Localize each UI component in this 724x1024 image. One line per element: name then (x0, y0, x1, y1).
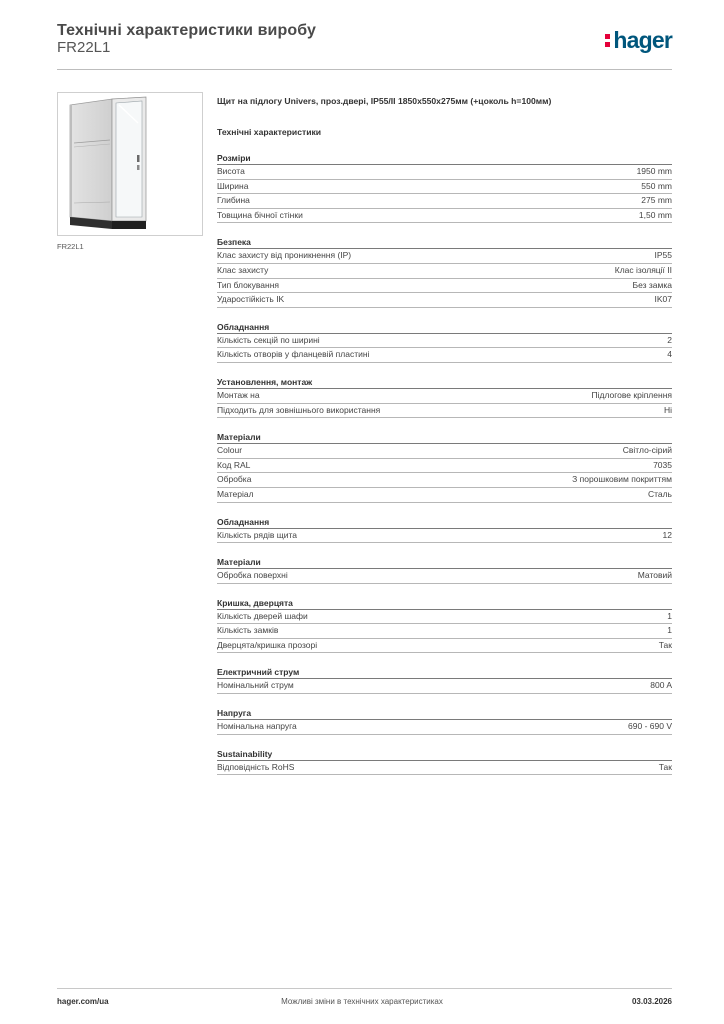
spec-label: Товщина бічної стінки (217, 209, 303, 220)
logo-text: hager (613, 27, 672, 53)
spec-row (217, 761, 672, 776)
spec-row (217, 180, 672, 195)
spec-row (217, 404, 672, 419)
section-title: Безпека (217, 236, 672, 249)
section-title: Електричний струм (217, 666, 672, 679)
spec-row (217, 293, 672, 308)
spec-label: Обробка поверхні (217, 570, 288, 581)
spec-value: 12 (662, 529, 672, 540)
spec-value: 7035 (653, 459, 672, 470)
spec-label: Монтаж на (217, 389, 260, 400)
specification-panel (217, 95, 672, 775)
spec-value: З порошковим покриттям (572, 474, 672, 485)
spec-row (217, 529, 672, 544)
spec-value: 1,50 mm (638, 209, 672, 220)
section-title: Розміри (217, 152, 672, 165)
spec-label: Код RAL (217, 459, 251, 470)
spec-value: 1 (667, 625, 672, 636)
spec-value: Підлогове кріплення (591, 389, 672, 400)
spec-label: Висота (217, 166, 245, 176)
spec-value: 1950 mm (636, 166, 672, 176)
spec-value: Матовий (637, 570, 672, 581)
spec-label: Матеріал (217, 488, 254, 499)
product-description: Щит на підлогу Univers, проз.двері, IP55/II 1850x550x275мм (+цоколь h=100мм) (217, 96, 552, 106)
spec-row (217, 569, 672, 584)
spec-value: 1 (667, 610, 672, 621)
spec-value: 275 mm (641, 195, 672, 206)
section-title: Матеріали (217, 556, 672, 569)
page-title: Технічні характеристики виробу (57, 22, 316, 39)
spec-value: Ні (663, 404, 672, 415)
spec-value: 800 A (650, 680, 672, 691)
spec-row (217, 389, 672, 404)
spec-label: Обробка (217, 474, 252, 485)
spec-row (217, 249, 672, 264)
spec-row (217, 348, 672, 363)
spec-label: Глибина (217, 195, 250, 206)
spec-row (217, 459, 672, 474)
spec-row (217, 334, 672, 349)
spec-value: Клас ізоляції II (614, 264, 672, 275)
header-divider (57, 69, 672, 70)
spec-label: Colour (217, 445, 243, 456)
footer-website: hager.com/ua (57, 997, 109, 1006)
spec-value: IK07 (654, 294, 672, 305)
spec-label: Ширина (217, 180, 249, 191)
spec-value: Світло-сірий (622, 445, 672, 456)
section-title: Кришка, дверцята (217, 597, 672, 610)
spec-heading: Технічні характеристики (217, 127, 322, 137)
spec-label: Номінальна напруга (217, 721, 297, 732)
hager-logo (604, 27, 672, 54)
spec-value: Сталь (647, 488, 672, 499)
spec-label: Кількість рядів щита (217, 529, 297, 540)
spec-value: Так (658, 639, 672, 650)
spec-value: 4 (667, 349, 672, 360)
spec-label: Кількість отворів у фланцевій пластині (217, 349, 370, 360)
spec-label: Ударостійкість IK (217, 294, 285, 305)
spec-label: Клас захисту (217, 264, 269, 275)
section-title: Обладнання (217, 516, 672, 529)
spec-row (217, 264, 672, 279)
spec-label: Кількість секцій по ширині (217, 334, 320, 345)
spec-label: Дверцята/кришка прозорі (217, 639, 318, 650)
spec-value: Так (658, 761, 672, 772)
spec-row (217, 679, 672, 694)
spec-row (217, 473, 672, 488)
section-title: Напруга (217, 707, 672, 720)
spec-sections (217, 152, 672, 775)
spec-row (217, 624, 672, 639)
enclosure-illustration (58, 93, 202, 235)
spec-label: Кількість замків (217, 625, 279, 636)
logo-dots-icon (604, 30, 612, 50)
spec-row (217, 165, 672, 180)
spec-label: Кількість дверей шафи (217, 610, 308, 621)
spec-row (217, 639, 672, 654)
product-code: FR22L1 (57, 39, 111, 56)
spec-row (217, 444, 672, 459)
spec-label: Відповідність RoHS (217, 761, 295, 772)
spec-row (217, 720, 672, 735)
spec-value: 550 mm (641, 180, 672, 191)
spec-row (217, 488, 672, 503)
section-title: Sustainability (217, 748, 672, 761)
footer-divider (57, 988, 672, 989)
spec-value: IP55 (654, 250, 672, 261)
spec-row (217, 209, 672, 224)
spec-row (217, 610, 672, 625)
spec-value: 2 (667, 334, 672, 345)
spec-label: Підходить для зовнішнього використання (217, 404, 381, 415)
spec-label: Клас захисту від проникнення (IP) (217, 250, 352, 261)
product-image (57, 92, 203, 236)
spec-row (217, 194, 672, 209)
section-title: Обладнання (217, 321, 672, 334)
image-caption: FR22L1 (57, 242, 84, 251)
spec-value: Без замка (632, 279, 672, 290)
section-title: Установлення, монтаж (217, 376, 672, 389)
section-title: Матеріали (217, 431, 672, 444)
spec-row (217, 279, 672, 294)
spec-label: Номінальний струм (217, 680, 294, 691)
footer-date: 03.03.2026 (631, 997, 672, 1006)
footer-disclaimer: Можливі зміни в технічних характеристиках (281, 997, 443, 1006)
spec-value: 690 - 690 V (628, 721, 672, 732)
spec-label: Тип блокування (217, 279, 280, 290)
